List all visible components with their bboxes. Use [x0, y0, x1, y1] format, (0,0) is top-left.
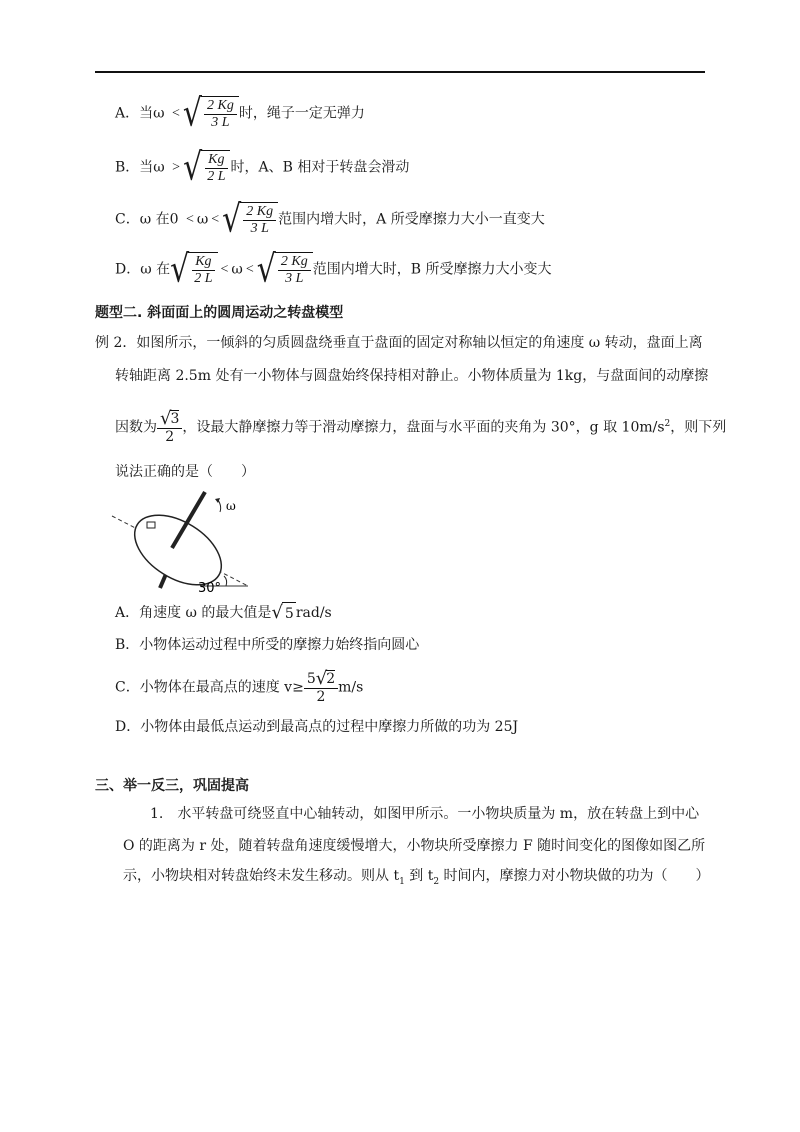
example2-line4: 说法正确的是（ ）: [115, 464, 255, 480]
sqrt-expr: √ $\frac{2 Kg}{3 L}$: [257, 252, 313, 287]
fraction: $\frac{√3}{2}$: [157, 410, 182, 445]
header-rule: [95, 71, 705, 73]
inclined-disk-figure: [110, 488, 250, 596]
angle-arc: [224, 576, 227, 586]
example2-option-c: C．小物体在最高点的速度 v≥ $\frac{5√2}{2}$ m/s: [115, 668, 364, 705]
q1-line2: O 的距离为 r 处，随着转盘角速度缓慢增大，小物块所受摩擦力 F 随时间变化的图像如图乙所: [123, 838, 706, 854]
section3-heading: 三、举一反三，巩固提高: [95, 778, 249, 794]
sqrt-expr: √ 5: [271, 602, 294, 623]
option-d: D．ω 在 √ $\frac{Kg}{2 L}$ < ω < √ $\frac{2 Kg}{3 L}$ 范围内增大时，B 所受摩擦力大小变大: [115, 247, 552, 291]
example2-option-b: B．小物体运动过程中所受的摩擦力始终指向圆心: [115, 637, 420, 653]
example2-option-a: A．角速度 ω 的最大值是 √ 5 rad/s: [115, 602, 332, 623]
q1-line1: 1. 水平转盘可绕竖直中心轴转动，如图甲所示。一小物块质量为 m，放在转盘上到中心: [150, 806, 700, 822]
omega-label: ω: [226, 499, 236, 513]
sqrt-expr: √ $\frac{2 Kg}{3 L}$: [222, 202, 278, 237]
small-object: [147, 522, 155, 528]
example2-line2: 转轴距离 2.5m 处有一小物体与圆盘始终保持相对静止。小物体质量为 1kg，与盘面间的动摩擦: [115, 368, 709, 384]
example2-line1: 例 2．如图所示，一倾斜的匀质圆盘绕垂直于盘面的固定对称轴以恒定的角速度 ω 转动，盘面上离: [95, 335, 703, 351]
example2-option-d: D．小物体由最低点运动到最高点的过程中摩擦力所做的功为 25J: [115, 719, 519, 735]
option-a: A．当ω < √ $\frac{2 Kg}{3 L}$ 时，绳子一定无弹力: [115, 91, 365, 135]
q1-line3: 示，小物块相对转盘始终未发生移动。则从 $t_1$ 到 $t_2$ 时间内，摩擦力对小物块做的功为（ ）: [123, 868, 710, 887]
option-b: B．当ω > √ $\frac{Kg}{2 L}$ 时，A、B 相对于转盘会滑动: [115, 145, 410, 189]
sqrt-expr: √ $\frac{2 Kg}{3 L}$: [183, 96, 239, 131]
section-heading: 题型二. 斜面面上的圆周运动之转盘模型: [95, 305, 344, 321]
fraction: $\frac{5√2}{2}$: [304, 670, 338, 705]
option-c: C．ω 在0 < ω < √ $\frac{2 Kg}{3 L}$ 范围内增大时，A 所受摩擦力大小一直变大: [115, 197, 545, 241]
example2-line3: 因数为 $\frac{√3}{2}$ ，设最大静摩擦力等于滑动摩擦力，盘面与水平面的夹角为 30°，g 取 $10m/s^2$，则下列: [115, 408, 727, 445]
sqrt-expr: √ $\frac{Kg}{2 L}$: [170, 252, 217, 287]
sqrt-expr: √ $\frac{Kg}{2 L}$: [183, 150, 230, 185]
angle-label: 30°: [198, 581, 222, 596]
